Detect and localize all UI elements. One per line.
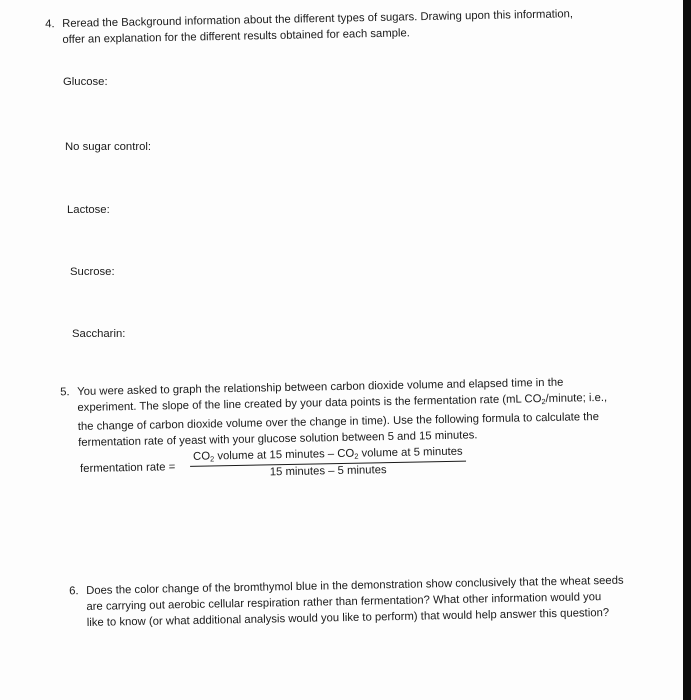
question-number: 4. xyxy=(45,18,55,31)
question-text: You were asked to graph the relationship between carbon dioxide volume and elapsed time in the xyxy=(77,376,564,398)
question-text: fermentation rate of yeast with your glucose solution between 5 and 15 minutes. xyxy=(78,429,478,449)
answer-label-saccharin: Saccharin: xyxy=(72,328,126,340)
question-text: Does the color change of the bromthymol blue in the demonstration show conclusively that the wheat seeds xyxy=(86,574,624,597)
question-text: like to know (or what additional analysis would you like to perform) that would help answer this question? xyxy=(86,606,610,629)
answer-label-lactose: Lactose: xyxy=(67,204,110,216)
answer-label-sucrose: Sucrose: xyxy=(70,266,115,278)
formula-lhs: fermentation rate = xyxy=(80,461,176,475)
answer-label-no-sugar-control: No sugar control: xyxy=(65,141,152,153)
question-6 xyxy=(69,573,624,631)
question-5 xyxy=(60,374,608,451)
page-edge-shadow xyxy=(683,0,691,700)
fermentation-rate-formula xyxy=(80,445,463,479)
formula-fraction xyxy=(190,446,467,480)
question-text: offer an explanation for the different results obtained for each sample. xyxy=(62,27,411,46)
question-number: 5. xyxy=(60,386,70,399)
question-text: experiment. The slope of the line created by your data points is the fermentation rate (mL $CO_2$/minute; i.e., xyxy=(77,391,608,414)
formula-numerator: $CO_2$ volume at 15 minutes – $CO_2$ volume at 5 minutes xyxy=(190,446,466,467)
question-text: Reread the Background information about the different types of sugars. Drawing upon this information, xyxy=(62,8,574,30)
question-text: the change of carbon dioxide volume over the change in time). Use the following formula to calculate the xyxy=(77,410,600,433)
question-text: are carrying out aerobic cellular respiration rather than fermentation? What other information would you xyxy=(86,591,602,613)
question-number: 6. xyxy=(69,585,79,598)
answer-label-glucose: Glucose: xyxy=(63,76,108,88)
formula-denominator: 15 minutes – 5 minutes xyxy=(269,464,387,479)
question-4 xyxy=(45,6,574,48)
